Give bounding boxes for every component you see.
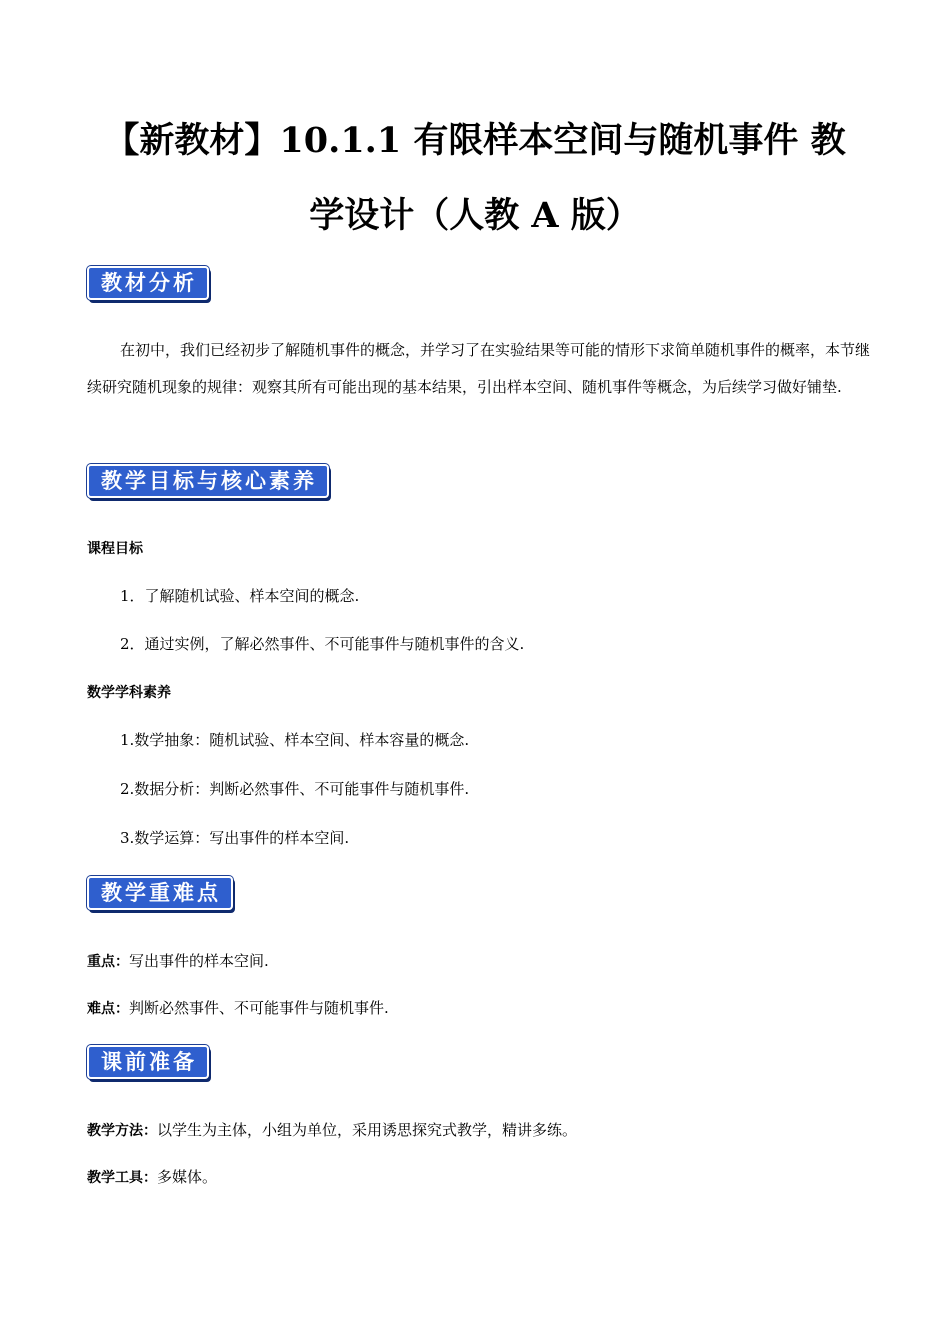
key-point-line: [87, 950, 269, 973]
teaching-method-text: 以学生为主体，小组为单位，采用诱思探究式教学，精讲多练。: [157, 1121, 578, 1139]
teaching-tools-text: 多媒体。: [157, 1168, 218, 1186]
course-goal-item-2: 2．通过实例，了解必然事件、不可能事件与随机事件的含义.: [120, 635, 525, 653]
literacy-heading: 数学学科素养: [87, 685, 171, 701]
teaching-tools-label: 教学工具：: [87, 1170, 157, 1186]
page-title-line-2: 学设计（人教 A 版）: [309, 195, 641, 236]
course-goal-item-1: 1．了解随机试验、样本空间的概念.: [120, 587, 360, 605]
section-badge-analysis: 教材分析: [87, 266, 209, 300]
teaching-tools-line: [87, 1166, 217, 1189]
difficult-point-label: 难点：: [87, 1001, 129, 1017]
key-point-label: 重点：: [87, 954, 129, 970]
course-goals-heading: 课程目标: [87, 541, 143, 557]
teaching-method-line: [87, 1119, 577, 1142]
section-badge-preparation: 课前准备: [87, 1045, 209, 1079]
teaching-method-label: 教学方法：: [87, 1123, 157, 1139]
key-point-text: 写出事件的样本空间.: [129, 952, 269, 970]
literacy-item-1: 1.数学抽象：随机试验、样本空间、样本容量的概念.: [120, 731, 470, 749]
literacy-item-3: 3.数学运算：写出事件的样本空间.: [120, 829, 350, 847]
literacy-item-2: 2.数据分析：判断必然事件、不可能事件与随机事件.: [120, 780, 470, 798]
difficult-point-text: 判断必然事件、不可能事件与随机事件.: [129, 999, 389, 1017]
page-title-line-1: 【新教材】10.1.1 有限样本空间与随机事件 教: [104, 120, 846, 161]
analysis-paragraph: 在初中，我们已经初步了解随机事件的概念，并学习了在实验结果等可能的情形下求简单随机事件的概率，本节继续研究随机现象的规律：观察其所有可能出现的基本结果，引出样本空间、随机事件等概念，为后续学习做好铺垫.: [87, 341, 871, 396]
section-badge-key-points: 教学重难点: [87, 876, 233, 910]
section-badge-goals: 教学目标与核心素养: [87, 464, 329, 498]
difficult-point-line: [87, 997, 389, 1020]
